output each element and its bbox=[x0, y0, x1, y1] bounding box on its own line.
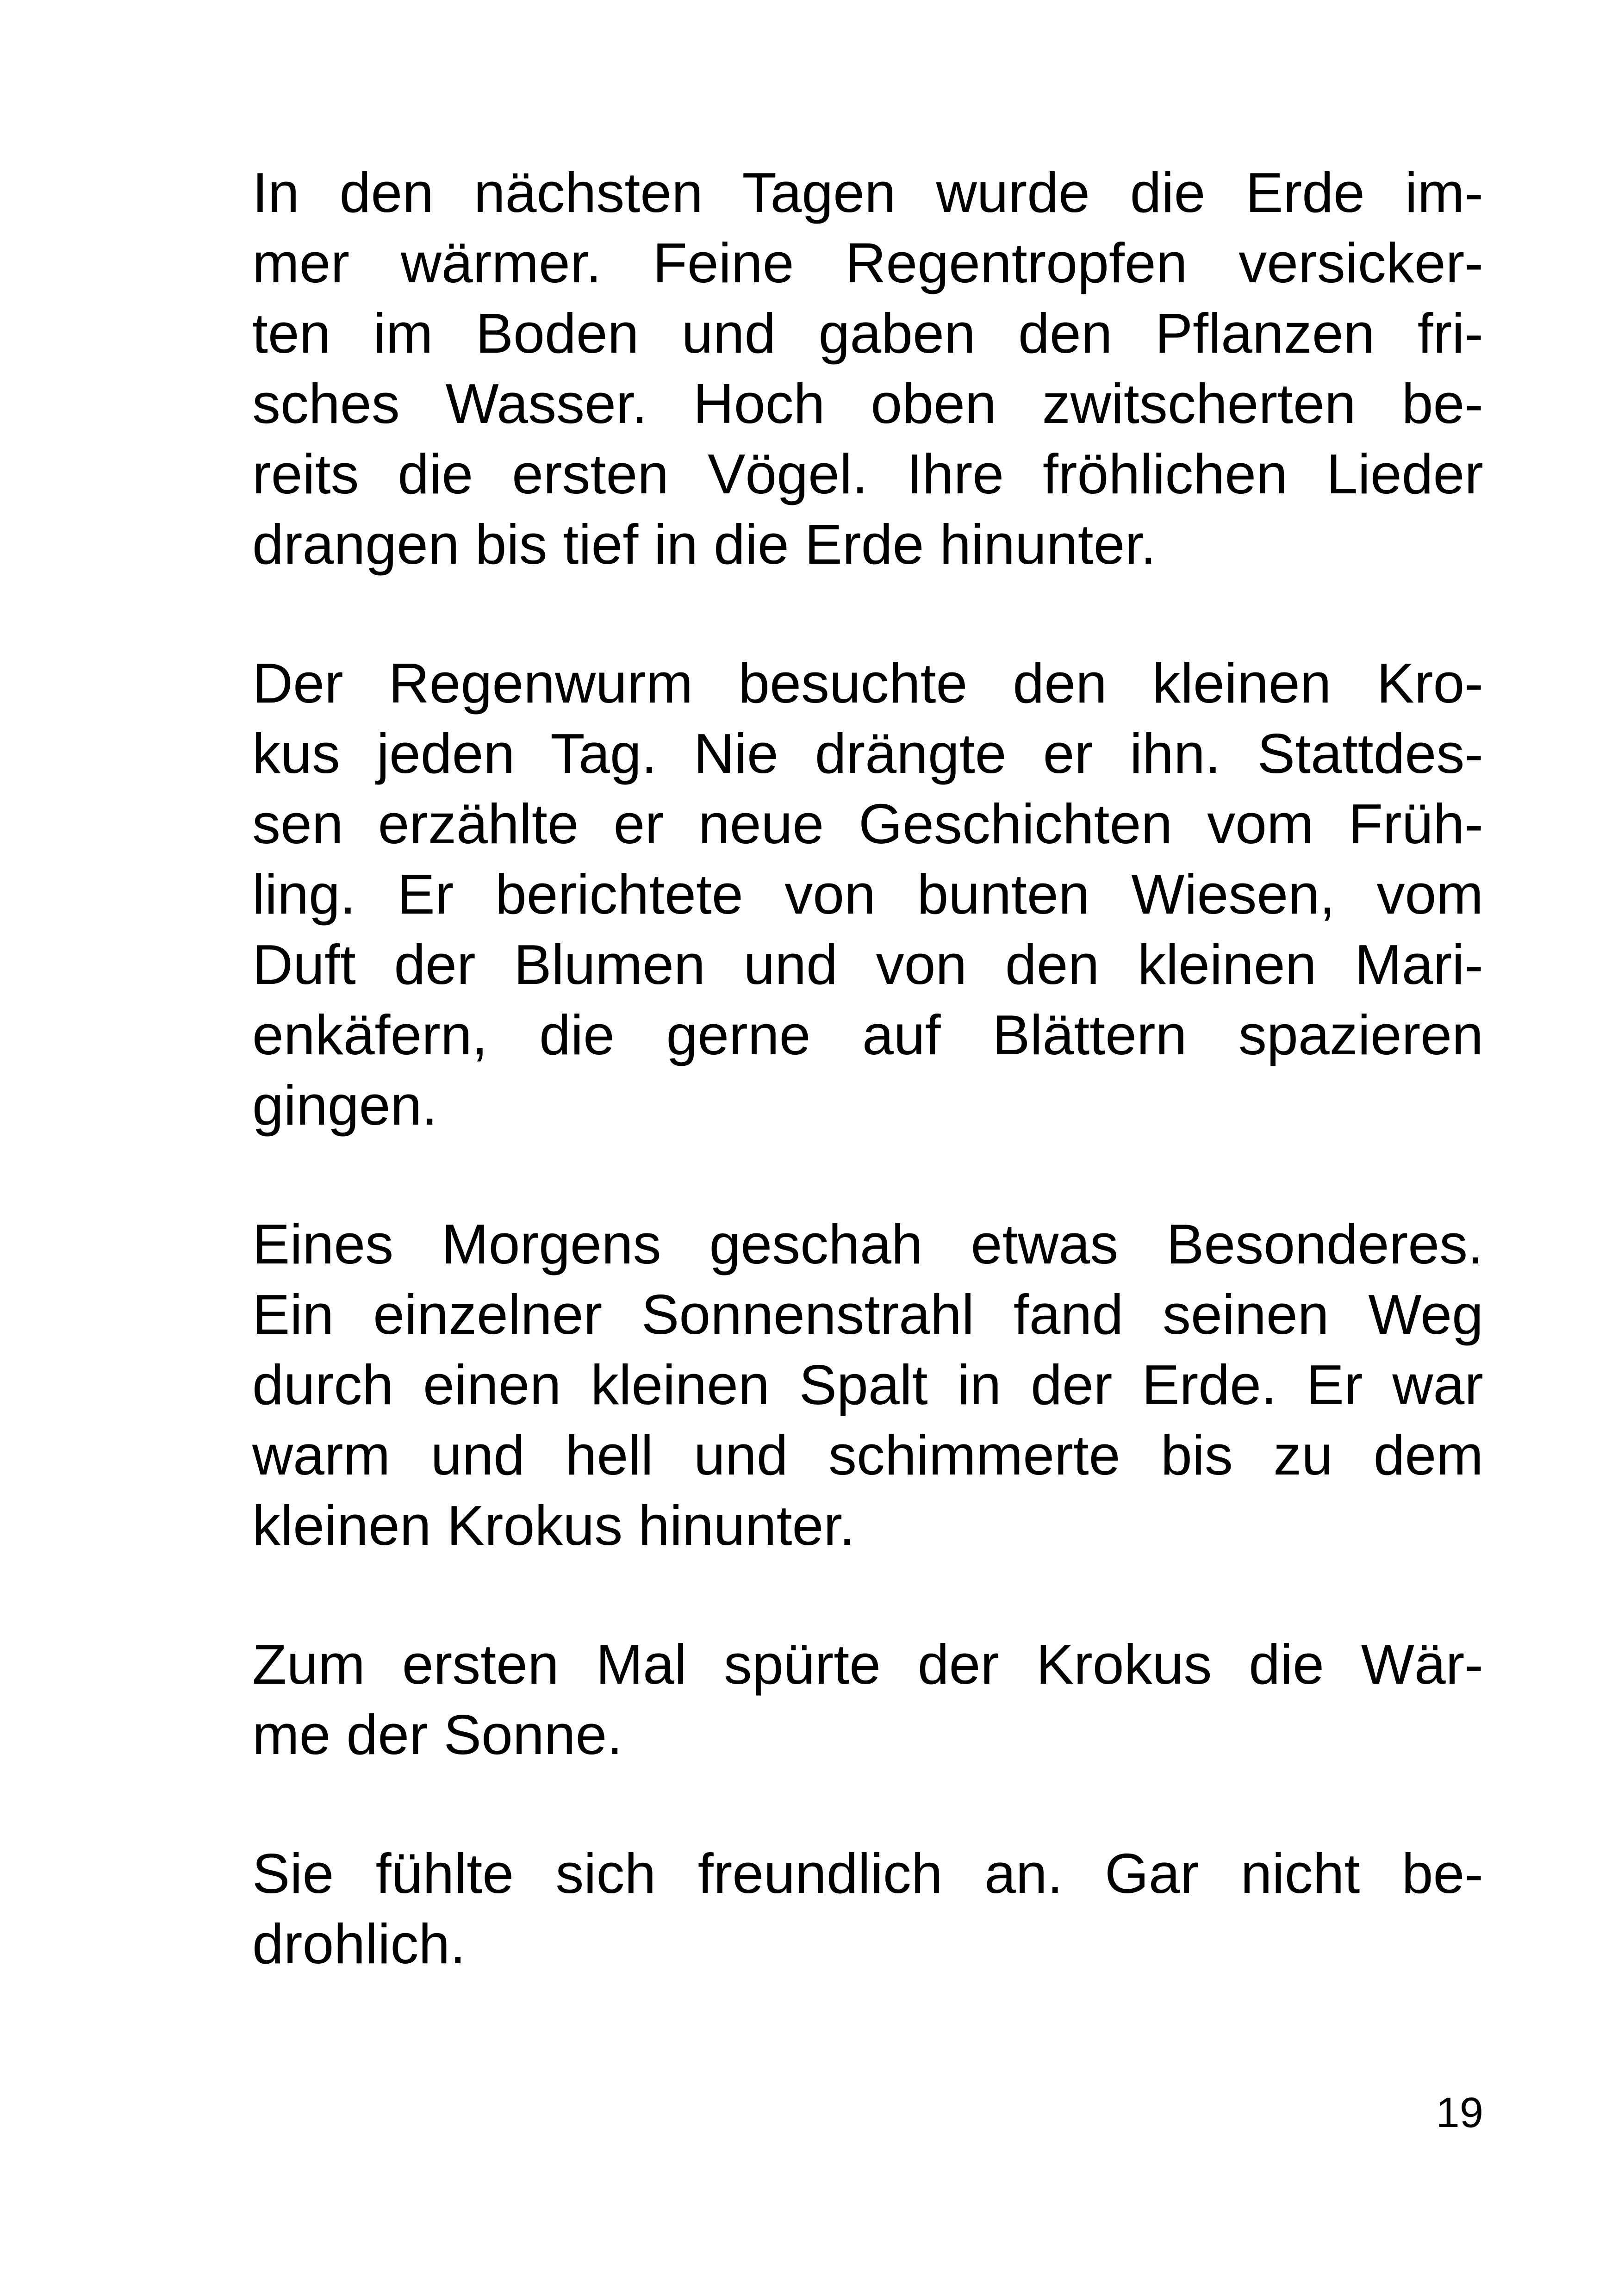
text-line: warm und hell und schimmerte bis zu dem bbox=[252, 1424, 1483, 1487]
text-line: drangen bis tief in die Erde hinunter. bbox=[252, 513, 1157, 576]
text-line: kleinen Krokus hinunter. bbox=[252, 1494, 855, 1557]
text-line: In den nächsten Tagen wurde die Erde im- bbox=[252, 161, 1483, 224]
text-line: Sie fühlte sich freundlich an. Gar nicht be- bbox=[252, 1842, 1483, 1905]
text-line: ten im Boden und gaben den Pflanzen fri- bbox=[252, 302, 1483, 365]
text-line: mer wärmer. Feine Regentropfen versicker- bbox=[252, 231, 1483, 294]
paragraph-4 bbox=[252, 1629, 1483, 1770]
text-line: enkäfern, die gerne auf Blättern spazieren bbox=[252, 1003, 1483, 1066]
text-line: kus jeden Tag. Nie drängte er ihn. Stattdes- bbox=[252, 722, 1483, 785]
paragraph-1 bbox=[252, 157, 1483, 579]
text-line: Zum ersten Mal spürte der Krokus die Wär- bbox=[252, 1633, 1483, 1696]
paragraph-2 bbox=[252, 648, 1483, 1140]
text-line: reits die ersten Vögel. Ihre fröhlichen Lieder bbox=[252, 442, 1483, 505]
paragraph-3 bbox=[252, 1209, 1483, 1561]
text-line: gingen. bbox=[252, 1074, 438, 1137]
page-number: 19 bbox=[1436, 2089, 1483, 2136]
text-line: Duft der Blumen und von den kleinen Mari- bbox=[252, 933, 1483, 996]
story-text bbox=[252, 157, 1483, 2047]
text-line: sen erzählte er neue Geschichten vom Früh- bbox=[252, 792, 1483, 855]
paragraph-5 bbox=[252, 1838, 1483, 1979]
text-line: sches Wasser. Hoch oben zwitscherten be- bbox=[252, 372, 1483, 435]
text-line: drohlich. bbox=[252, 1912, 466, 1975]
text-line: Eines Morgens geschah etwas Besonderes. bbox=[252, 1213, 1483, 1276]
text-line: Ein einzelner Sonnenstrahl fand seinen Weg bbox=[252, 1283, 1483, 1346]
text-line: Der Regenwurm besuchte den kleinen Kro- bbox=[252, 652, 1483, 715]
text-line: me der Sonne. bbox=[252, 1703, 623, 1766]
text-line: durch einen kleinen Spalt in der Erde. Er war bbox=[252, 1353, 1483, 1416]
text-line: ling. Er berichtete von bunten Wiesen, vom bbox=[252, 863, 1483, 926]
